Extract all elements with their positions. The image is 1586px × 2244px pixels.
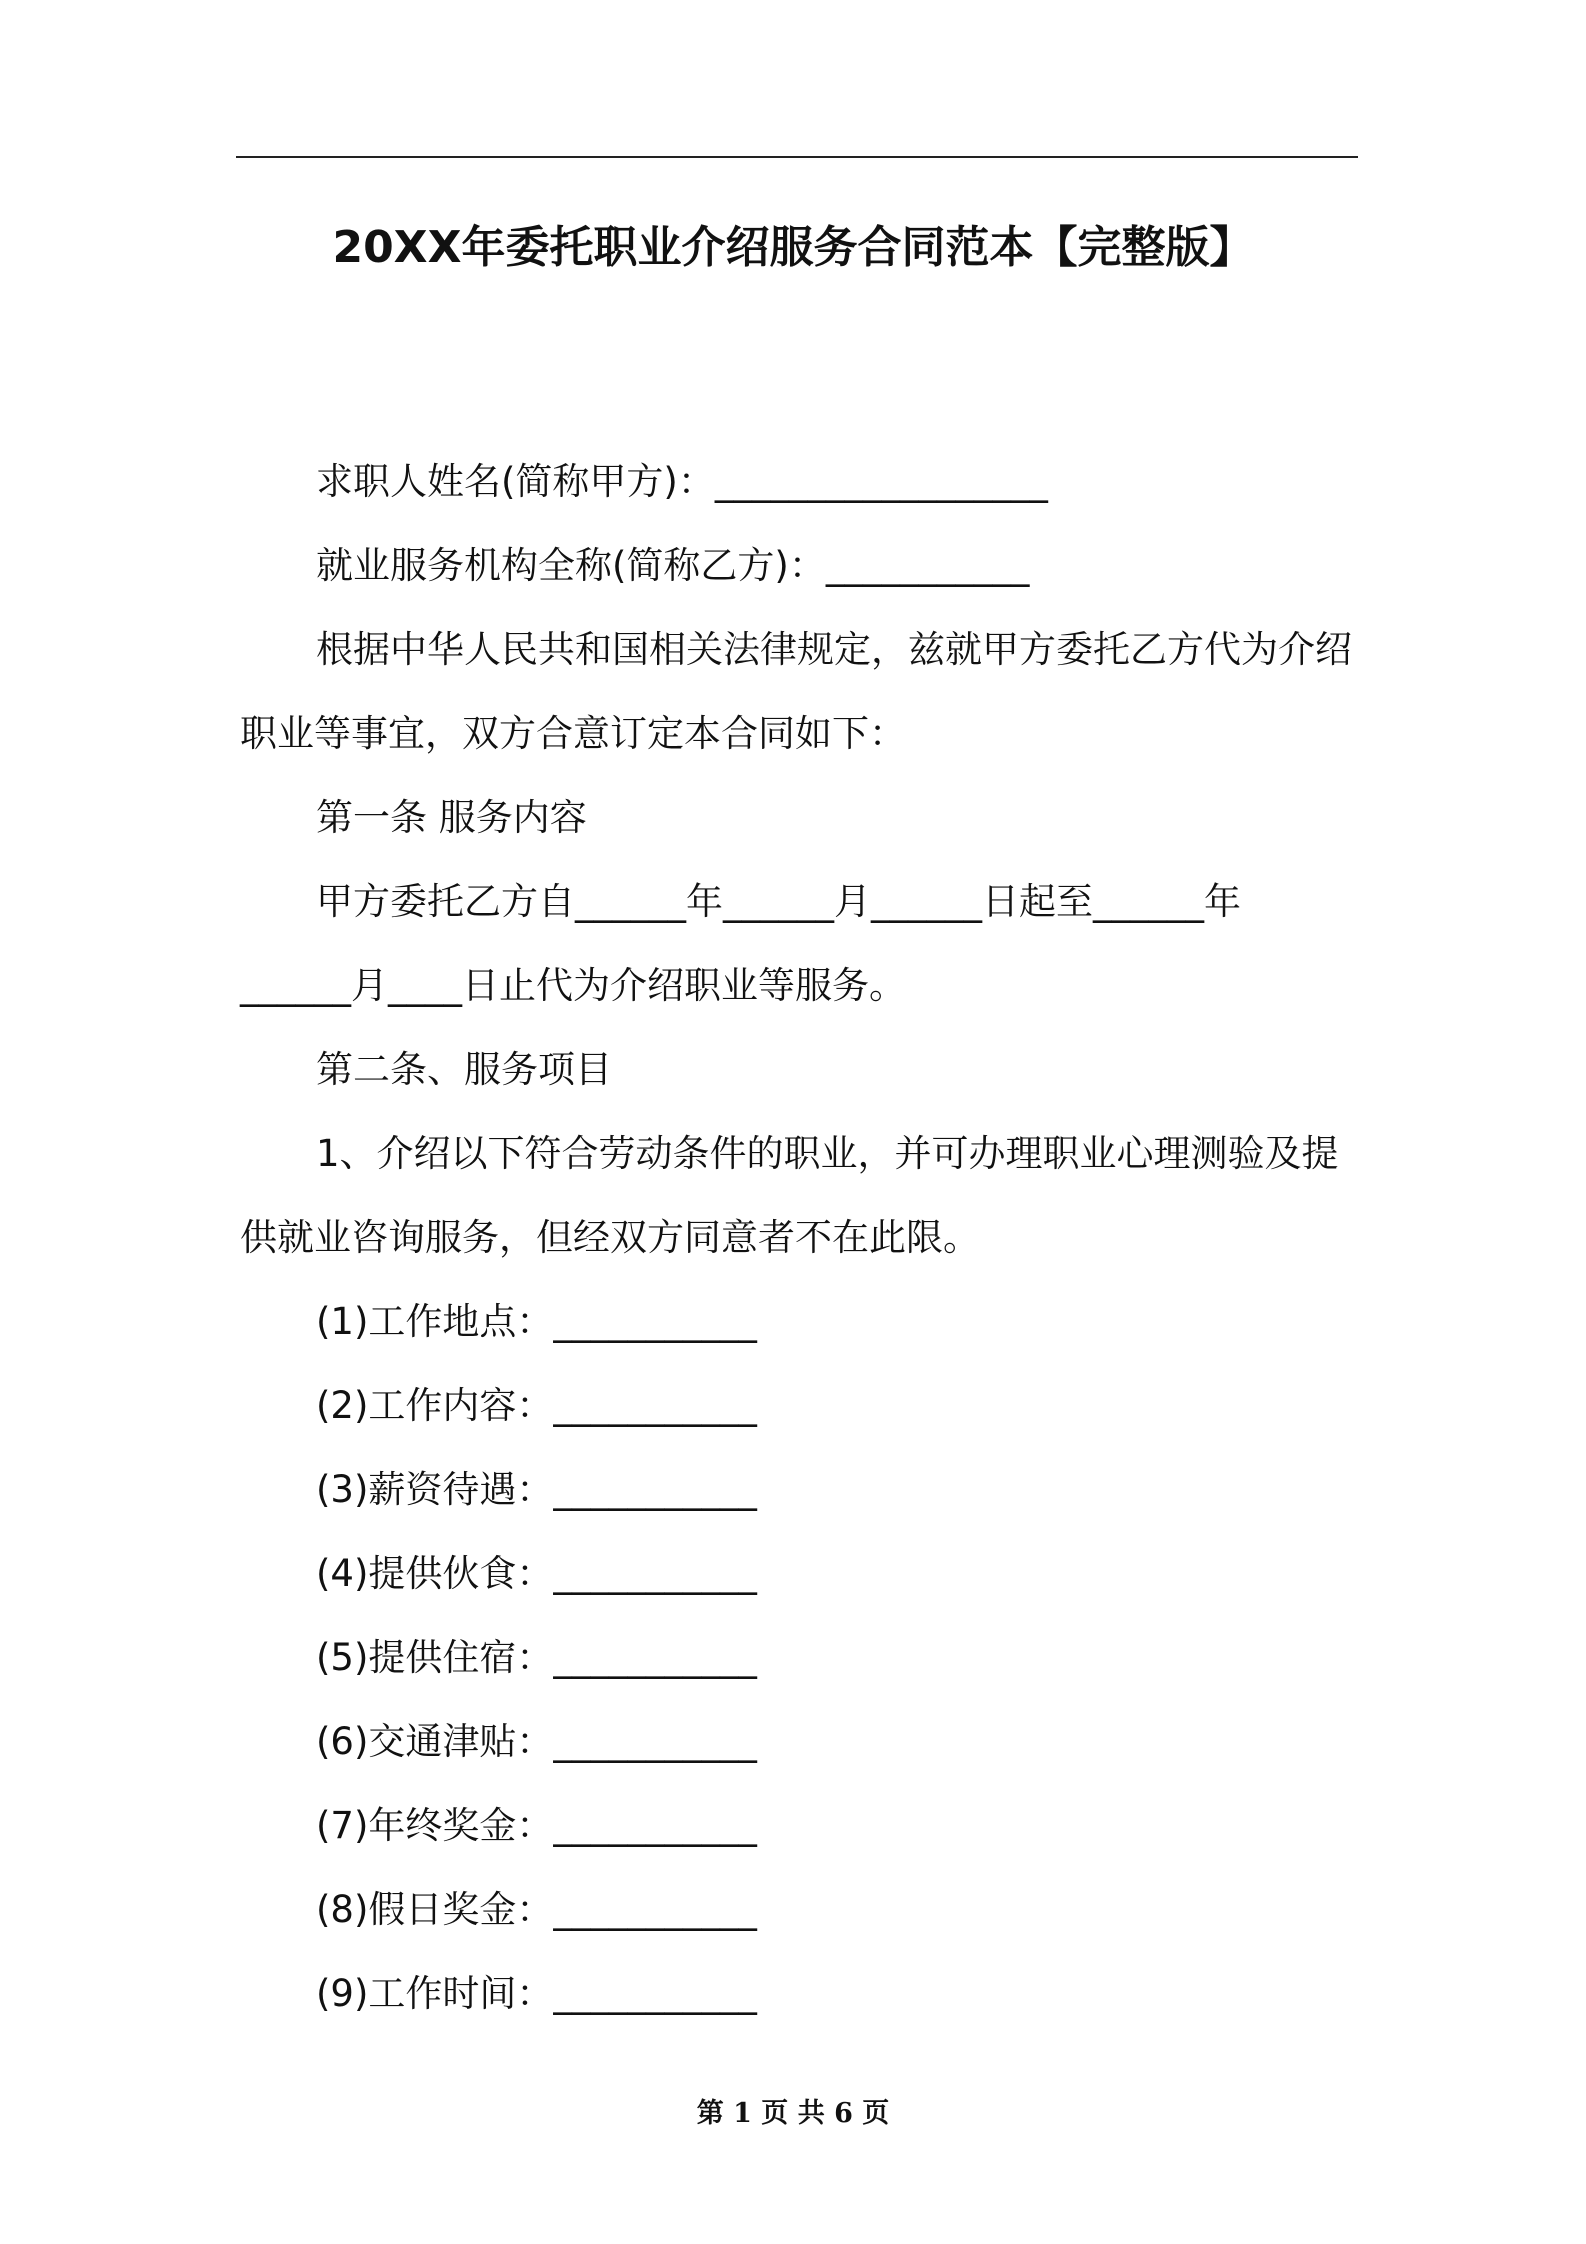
field-working-hours: (9)工作时间：___________ xyxy=(316,1972,757,2015)
field-transport-allowance: (6)交通津贴：___________ xyxy=(316,1720,757,1763)
document-body xyxy=(240,440,1358,2036)
field-year-end-bonus: (7)年终奖金：___________ xyxy=(316,1804,757,1847)
preamble-line-2: 职业等事宜，双方合意订定本合同如下： xyxy=(240,712,906,755)
article-1-line-2: ______月____日止代为介绍职业等服务。 xyxy=(240,964,906,1007)
field-accommodation: (5)提供住宿：___________ xyxy=(316,1636,757,1679)
article-1-line-1: 甲方委托乙方自______年______月______日起至______年 xyxy=(316,880,1241,923)
header-rule xyxy=(236,156,1358,158)
party-a-name-line: 求职人姓名(简称甲方)：__________________ xyxy=(316,460,1048,503)
field-meals: (4)提供伙食：___________ xyxy=(316,1552,757,1595)
party-b-name-line: 就业服务机构全称(简称乙方)：___________ xyxy=(316,544,1030,587)
preamble-line-1: 根据中华人民共和国相关法律规定，兹就甲方委托乙方代为介绍 xyxy=(316,628,1352,671)
article-2-item-1-line-1: 1、介绍以下符合劳动条件的职业，并可办理职业心理测验及提 xyxy=(316,1132,1339,1175)
field-holiday-bonus: (8)假日奖金：___________ xyxy=(316,1888,757,1931)
article-2-heading: 第二条、服务项目 xyxy=(316,1048,612,1091)
field-work-content: (2)工作内容：___________ xyxy=(316,1384,757,1427)
page-number-footer: 第 1 页 共 6 页 xyxy=(696,2098,890,2129)
field-salary: (3)薪资待遇：___________ xyxy=(316,1468,757,1511)
article-1-heading: 第一条 服务内容 xyxy=(316,796,587,839)
field-work-location: (1)工作地点：___________ xyxy=(316,1300,757,1343)
document-title: 20XX年委托职业介绍服务合同范本【完整版】 xyxy=(332,222,1254,273)
article-2-item-1-line-2: 供就业咨询服务，但经双方同意者不在此限。 xyxy=(240,1216,980,1259)
